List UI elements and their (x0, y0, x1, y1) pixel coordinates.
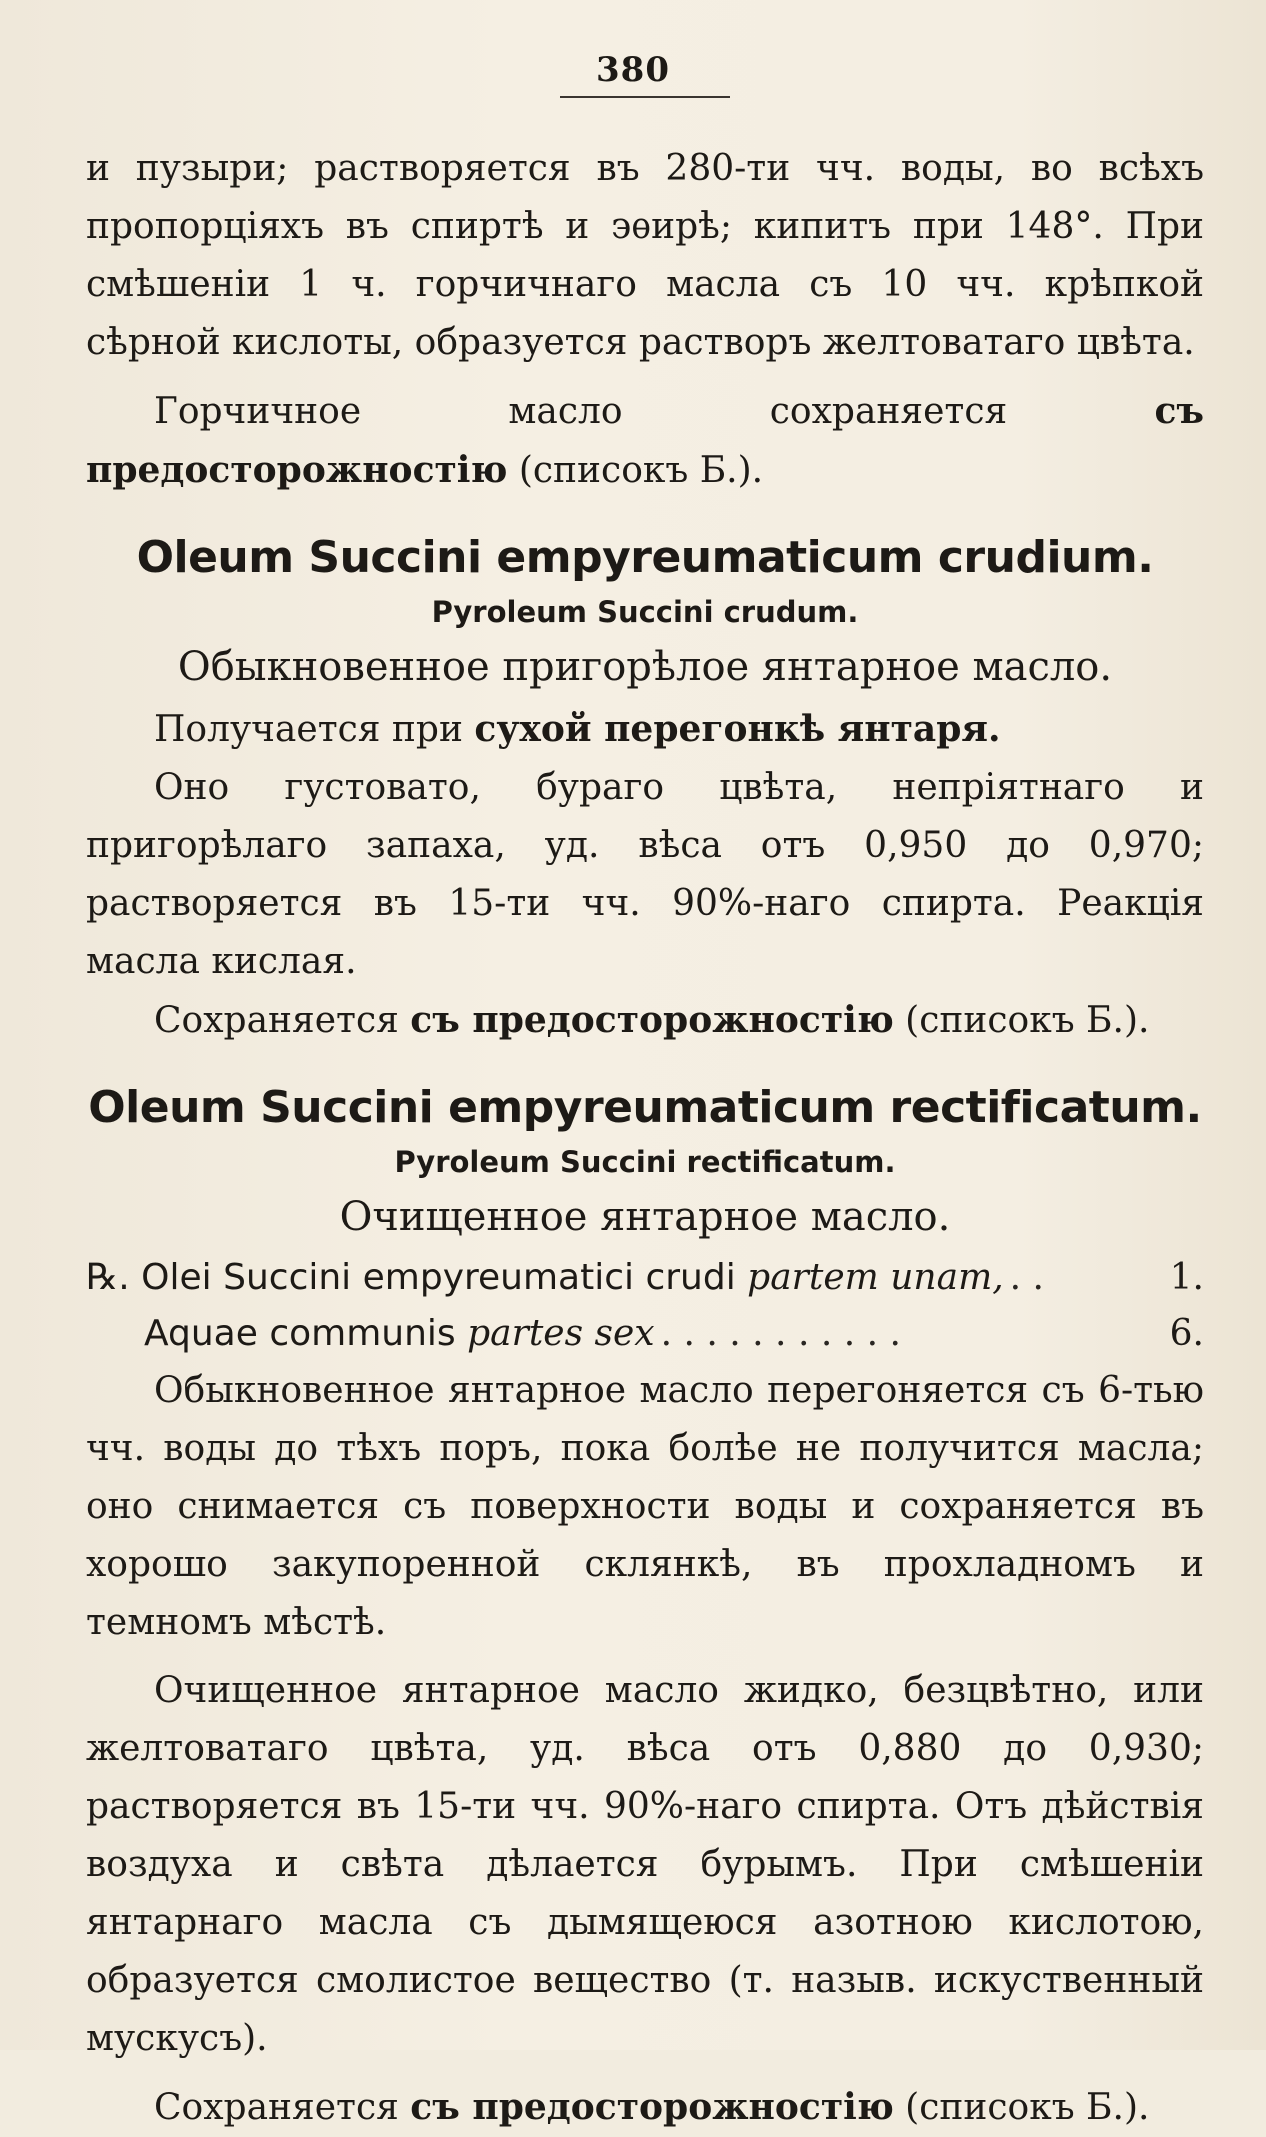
section1-origin: Получается при сухой перегонкѣ янтаря. (154, 708, 1001, 750)
section1-latin-title: Oleum Succini empyreumaticum crudium. (136, 532, 1154, 583)
recipe-line: Aquae communis partes sex . . . . . . . . . . . 6. (144, 1313, 1204, 1354)
section2-russian-title: Очищенное янтарное масло. (339, 1194, 951, 1240)
section2-preparation: Обыкновенное янтарное масло перегоняется съ 6-тью чч. воды до тѣхъ поръ, пока болѣе не получится масла; оно снимается съ поверхности воды и сохраняется въ хорошо закупоренной склянкѣ, въ прохладномъ и темномъ мѣстѣ. (86, 1370, 1204, 1643)
header-rule (560, 96, 730, 98)
page-body (86, 140, 1204, 2137)
section2-latin-title: Oleum Succini empyreumaticum rectificatum. (88, 1082, 1202, 1133)
section2-description: Очищенное янтарное масло жидко, безцвѣтно, или желтоватаго цвѣта, уд. вѣса отъ 0,880 до 0,930; растворяется въ 15-ти чч. 90%-наго спирта. Отъ дѣйствія воздуха и свѣта дѣлается бурымъ. При смѣшеніи янтарнаго масла съ дымящеюся азотною кислотою, образуется смолистое вещество (т. назыв. искуственный мускусъ). (86, 1670, 1204, 2059)
recipe-line: ℞. Olei Succini empyreumatici crudi partem unam, . . 1. (86, 1257, 1204, 1298)
section1-russian-title: Обыкновенное пригорѣлое янтарное масло. (177, 644, 1113, 690)
section2-latin-subtitle: Pyroleum Succini rectificatum. (394, 1145, 896, 1179)
intro-storage-paragraph: Горчичное масло сохраняется съ предосторожностію (списокъ Б.). (86, 390, 1204, 491)
section2-storage: Сохраняется съ предосторожностію (списокъ Б.). (154, 2086, 1150, 2128)
page-number: 380 (596, 50, 670, 90)
section1-description: Оно густовато, бураго цвѣта, непріятнаго и пригорѣлаго запаха, уд. вѣса отъ 0,950 до 0,970; растворяется въ 15-ти чч. 90%-наго спирта. Реакція масла кислая. (86, 767, 1204, 982)
section1-latin-subtitle: Pyroleum Succini crudum. (431, 595, 859, 629)
section1-storage: Сохраняется съ предосторожностію (списокъ Б.). (154, 999, 1150, 1041)
intro-paragraph: и пузыри; растворяется въ 280-ти чч. воды, во всѣхъ пропорціяхъ въ спиртѣ и эѳирѣ; кипитъ при 148°. При смѣшеніи 1 ч. горчичнаго масла съ 10 чч. крѣпкой сѣрной кислоты, образуется растворъ желтоватаго цвѣта. (86, 148, 1204, 363)
